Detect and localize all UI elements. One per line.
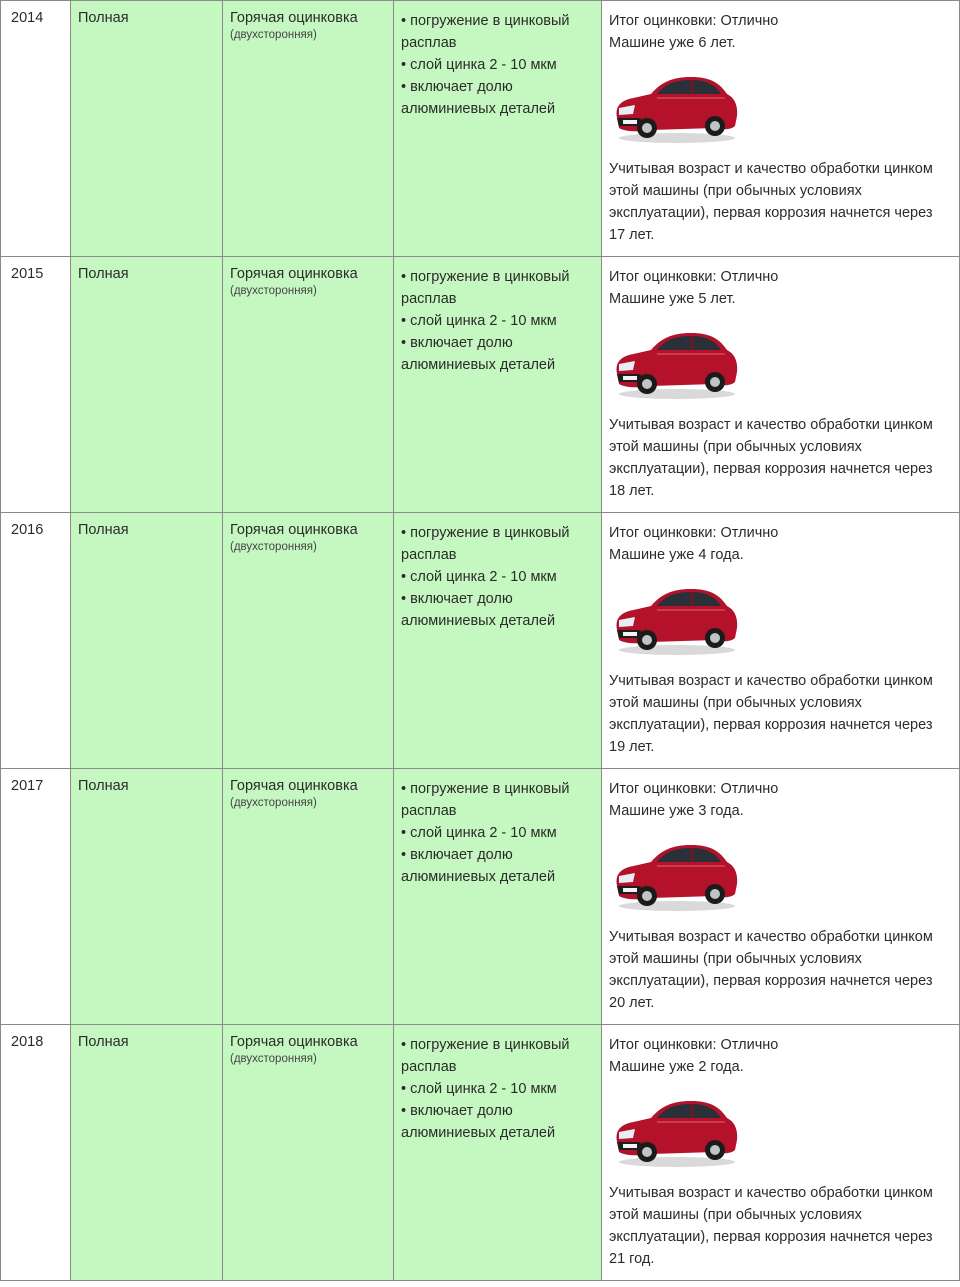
detail-item: • включает долю алюминиевых деталей (401, 847, 556, 885)
result-cell (602, 257, 960, 513)
coating-type-cell: Полная (71, 1, 223, 257)
coating-method-cell (223, 769, 394, 1025)
rating-text: Итог оцинковки: Отлично (609, 269, 779, 285)
age-text: Машине уже 5 лет. (609, 291, 736, 307)
age-text: Машине уже 2 года. (609, 1059, 744, 1075)
red-sedan-car-image (611, 324, 741, 400)
year-cell: 2017 (1, 769, 71, 1025)
table-row (1, 257, 960, 513)
detail-item: • слой цинка 2 - 10 мкм (401, 569, 557, 585)
method-label: Горячая оцинковка (230, 1034, 358, 1050)
table-row (1, 513, 960, 769)
coating-details-cell (394, 1, 602, 257)
result-cell (602, 1, 960, 257)
rating-text: Итог оцинковки: Отлично (609, 781, 779, 797)
result-cell (602, 1025, 960, 1281)
detail-item: • слой цинка 2 - 10 мкм (401, 825, 557, 841)
rating-text: Итог оцинковки: Отлично (609, 525, 779, 541)
coating-details-cell (394, 513, 602, 769)
year-cell: 2018 (1, 1025, 71, 1281)
year-cell: 2014 (1, 1, 71, 257)
red-sedan-car-image (611, 68, 741, 144)
red-sedan-car-image (611, 580, 741, 656)
coating-method-cell (223, 257, 394, 513)
coating-method-cell (223, 1, 394, 257)
detail-item: • погружение в цинковый расплав (401, 525, 570, 563)
year-cell: 2015 (1, 257, 71, 513)
result-cell (602, 769, 960, 1025)
table-row (1, 1025, 960, 1281)
coating-type-cell: Полная (71, 257, 223, 513)
method-label: Горячая оцинковка (230, 266, 358, 282)
detail-item: • включает долю алюминиевых деталей (401, 1103, 556, 1141)
table-row (1, 769, 960, 1025)
detail-item: • включает долю алюминиевых деталей (401, 335, 556, 373)
coating-type-cell: Полная (71, 1025, 223, 1281)
coating-type-cell: Полная (71, 769, 223, 1025)
corrosion-summary: Учитывая возраст и качество обработки цинком этой машины (при обычных условиях эксплуатации), первая коррозия начнется через 17 лет. (609, 161, 933, 243)
coating-details-cell (394, 769, 602, 1025)
method-note: (двухсторонняя) (230, 1053, 317, 1065)
method-label: Горячая оцинковка (230, 10, 358, 26)
corrosion-summary: Учитывая возраст и качество обработки цинком этой машины (при обычных условиях эксплуатации), первая коррозия начнется через 20 лет. (609, 929, 933, 1011)
coating-details-cell (394, 1025, 602, 1281)
detail-item: • включает долю алюминиевых деталей (401, 79, 556, 117)
detail-item: • слой цинка 2 - 10 мкм (401, 1081, 557, 1097)
corrosion-summary: Учитывая возраст и качество обработки цинком этой машины (при обычных условиях эксплуатации), первая коррозия начнется через 19 лет. (609, 673, 933, 755)
detail-item: • слой цинка 2 - 10 мкм (401, 57, 557, 73)
year-cell: 2016 (1, 513, 71, 769)
method-note: (двухсторонняя) (230, 541, 317, 553)
coating-details-cell (394, 257, 602, 513)
detail-item: • включает долю алюминиевых деталей (401, 591, 556, 629)
detail-item: • погружение в цинковый расплав (401, 1037, 570, 1075)
method-label: Горячая оцинковка (230, 522, 358, 538)
method-note: (двухсторонняя) (230, 285, 317, 297)
method-note: (двухсторонняя) (230, 797, 317, 809)
method-label: Горячая оцинковка (230, 778, 358, 794)
corrosion-summary: Учитывая возраст и качество обработки цинком этой машины (при обычных условиях эксплуатации), первая коррозия начнется через 18 лет. (609, 417, 933, 499)
red-sedan-car-image (611, 836, 741, 912)
table-row (1, 1, 960, 257)
detail-item: • погружение в цинковый расплав (401, 13, 570, 51)
red-sedan-car-image (611, 1092, 741, 1168)
coating-method-cell (223, 513, 394, 769)
age-text: Машине уже 6 лет. (609, 35, 736, 51)
age-text: Машине уже 4 года. (609, 547, 744, 563)
detail-item: • погружение в цинковый расплав (401, 781, 570, 819)
detail-item: • слой цинка 2 - 10 мкм (401, 313, 557, 329)
coating-method-cell (223, 1025, 394, 1281)
age-text: Машине уже 3 года. (609, 803, 744, 819)
rating-text: Итог оцинковки: Отлично (609, 13, 779, 29)
rating-text: Итог оцинковки: Отлично (609, 1037, 779, 1053)
corrosion-summary: Учитывая возраст и качество обработки цинком этой машины (при обычных условиях эксплуатации), первая коррозия начнется через 21 год. (609, 1185, 933, 1267)
coating-type-cell: Полная (71, 513, 223, 769)
detail-item: • погружение в цинковый расплав (401, 269, 570, 307)
method-note: (двухсторонняя) (230, 29, 317, 41)
result-cell (602, 513, 960, 769)
